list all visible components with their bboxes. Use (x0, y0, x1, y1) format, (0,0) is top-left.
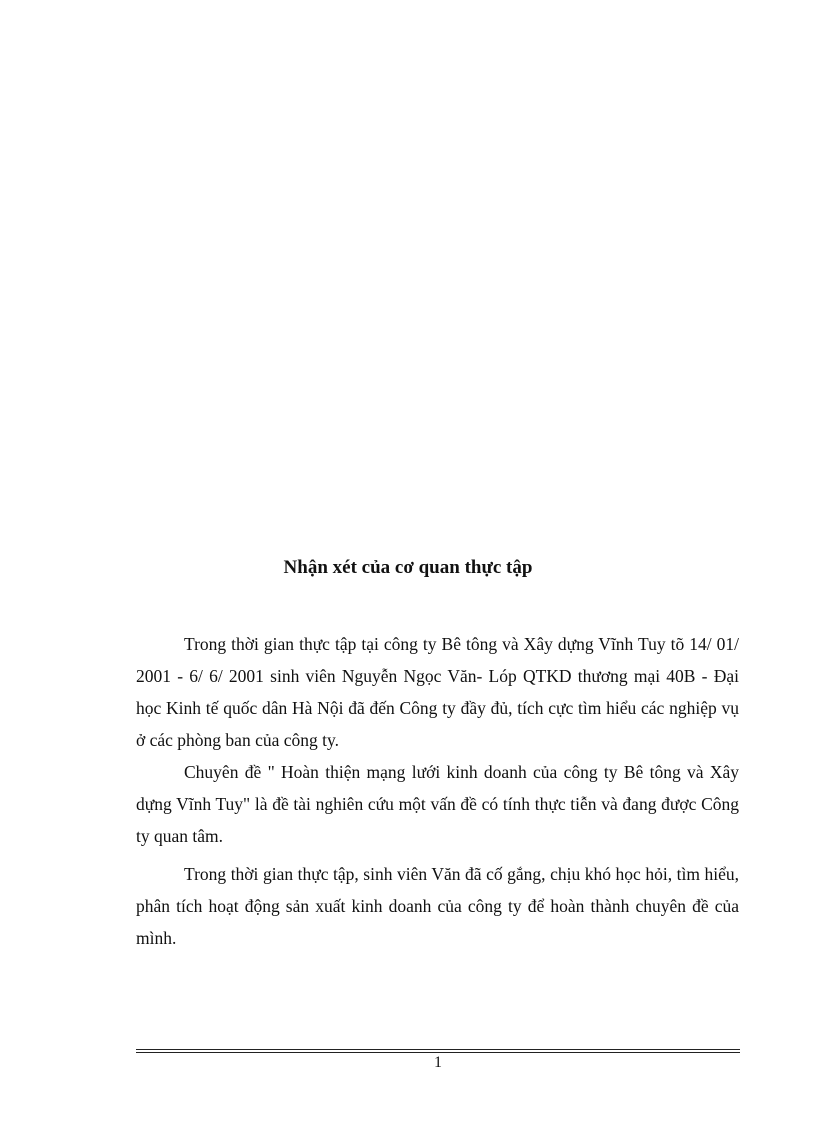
body-text (136, 628, 739, 954)
footer-divider (136, 1049, 740, 1053)
page-title: Nhận xét của cơ quan thực tập (283, 557, 533, 578)
paragraph-2: Chuyên đề " Hoàn thiện mạng lưới kinh doanh của công ty Bê tông và Xây dựng Vĩnh Tuy" là đề tài nghiên cứu một vấn đề có tính thực tiễn và đang được Công ty quan tâm. (136, 762, 739, 846)
paragraph-3: Trong thời gian thực tập, sinh viên Văn đã cố gắng, chịu khó học hỏi, tìm hiểu, phân tích hoạt động sản xuất kinh doanh của công ty để hoàn thành chuyên đề của mình. (136, 864, 739, 948)
paragraph-1: Trong thời gian thực tập tại công ty Bê tông và Xây dựng Vĩnh Tuy tõ 14/ 01/ 2001 - 6/ 6/ 2001 sinh viên Nguyễn Ngọc Văn- Lóp QTKD thương mại 40B - Đại học Kinh tế quốc dân Hà Nội đã đến Công ty đầy đủ, tích cực tìm hiểu các nghiệp vụ ở các phòng ban của công ty. (136, 634, 739, 750)
page-number: 1 (434, 1054, 442, 1071)
